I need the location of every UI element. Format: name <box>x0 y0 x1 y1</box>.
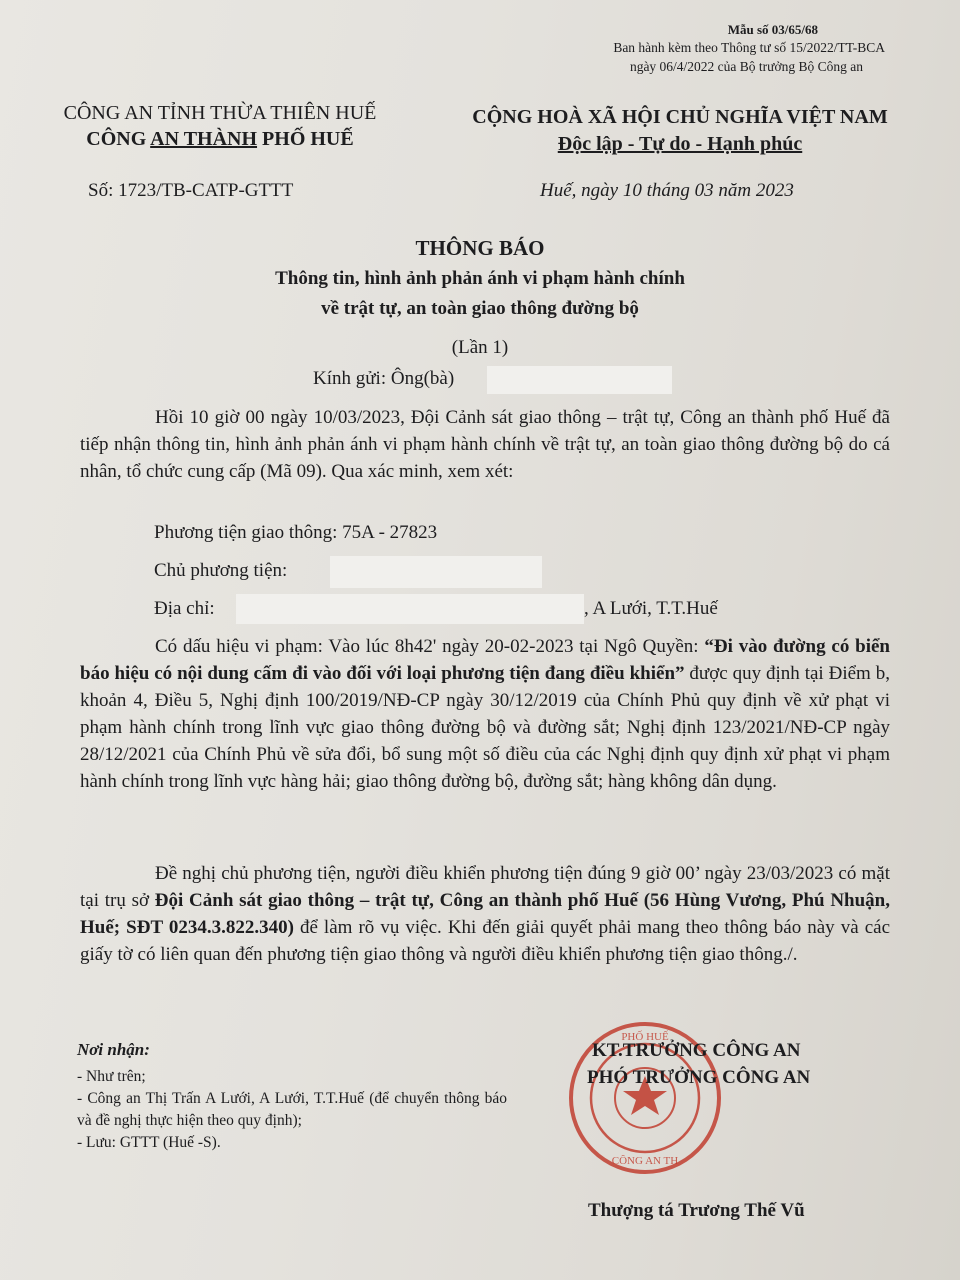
recipient-item: - Như trên; <box>77 1068 146 1085</box>
agency-name: CÔNG AN THÀNH PHỐ HUẾ <box>86 128 354 150</box>
vehicle-plate: Phương tiện giao thông: 75A - 27823 <box>154 522 438 543</box>
owner-label: Chủ phương tiện: <box>154 560 288 581</box>
form-number: Mẫu số 03/65/68 <box>727 22 818 37</box>
request-paragraph: Đề nghị chủ phương tiện, người điều khiển phương tiện đúng 9 giờ 00’ ngày 23/03/2023 có mặt tại trụ sở Đội Cảnh sát giao thông – trật tự, Công an thành phố Huế (56 Hùng Vương, Phú Nhuận, Huế; SĐT 0234.3.822.340) để làm rõ vụ việc. Khi đến giải quyết phải mang theo thông báo này và các giấy tờ có liên quan đến phương tiện giao thông và người điều khiển phương tiện giao thông./. <box>80 863 890 965</box>
signature-title-1: KT.TRƯỞNG CÔNG AN <box>592 1040 801 1061</box>
svg-text:CÔNG AN TH: CÔNG AN TH <box>611 1155 679 1167</box>
signature-title-2: PHÓ TRƯỞNG CÔNG AN <box>587 1067 811 1088</box>
signer-name: Thượng tá Trương Thế Vũ <box>588 1200 805 1221</box>
greeting: Kính gửi: Ông(bà) <box>313 368 455 389</box>
recipients-list <box>77 1066 507 1154</box>
form-reference-line2: ngày 06/4/2022 của Bộ trưởng Bộ Công an <box>629 59 863 74</box>
nation-motto: Độc lập - Tự do - Hạnh phúc <box>557 133 803 155</box>
form-reference-line1: Ban hành kèm theo Thông tư số 15/2022/TT-BCA <box>613 40 885 55</box>
document-title: THÔNG BÁO <box>415 236 545 260</box>
address-tail: , A Lưới, T.T.Huế <box>584 598 718 619</box>
recipients-heading: Nơi nhận: <box>77 1040 150 1059</box>
agency-header <box>55 100 385 152</box>
redacted-owner <box>330 556 542 588</box>
document-date: Huế, ngày 10 tháng 03 năm 2023 <box>540 180 794 201</box>
agency-parent: CÔNG AN TỈNH THỪA THIÊN HUẾ <box>63 102 377 124</box>
nation-header <box>440 104 920 158</box>
nation-name: CỘNG HOÀ XÃ HỘI CHỦ NGHĨA VIỆT NAM <box>472 106 888 128</box>
redacted-address <box>236 594 584 624</box>
violation-paragraph: Có dấu hiệu vi phạm: Vào lúc 8h42' ngày 20-02-2023 tại Ngô Quyền: “Đi vào đường có biển báo hiệu có nội dung cấm đi vào đối với loại phương tiện đang điều khiển” được quy định tại Điểm b, khoản 4, Điều 5, Nghị định 100/2019/NĐ-CP ngày 30/12/2019 của Chính Phủ quy định về xử phạt vi phạm hành chính trong lĩnh vực giao thông đường bộ và đường sắt; Nghị định 123/2021/NĐ-CP ngày 28/12/2021 của Chính Phủ về sửa đổi, bổ sung một số điều của các Nghị định quy định xử phạt vi phạm hành chính trong lĩnh vực hàng hải; giao thông đường bộ, đường sắt; hàng không dân dụng. <box>80 636 890 792</box>
redacted-name <box>487 366 672 394</box>
document-subtitle-2: về trật tự, an toàn giao thông đường bộ <box>321 298 639 319</box>
document-number: Số: 1723/TB-CATP-GTTT <box>88 180 294 201</box>
recipient-item: - Công an Thị Trấn A Lưới, A Lưới, T.T.Huế (để chuyển thông báo và đề nghị thực hiện theo quy định); <box>77 1090 507 1129</box>
address-label: Địa chỉ: <box>154 598 215 619</box>
intro-paragraph: Hồi 10 giờ 00 ngày 10/03/2023, Đội Cảnh sát giao thông – trật tự, Công an thành phố Huế đã tiếp nhận thông tin, hình ảnh phản ánh vi phạm hành chính về trật tự, an toàn giao thông đường bộ do cá nhân, tổ chức cung cấp (Mã 09). Qua xác minh, xem xét: <box>80 407 890 482</box>
svg-text:PHỐ HUẾ: PHỐ HUẾ <box>621 1031 669 1043</box>
notice-count: (Lần 1) <box>451 337 509 358</box>
document-subtitle-1: Thông tin, hình ảnh phản ánh vi phạm hành chính <box>275 268 685 289</box>
recipient-item: - Lưu: GTTT (Huế -S). <box>77 1134 221 1151</box>
